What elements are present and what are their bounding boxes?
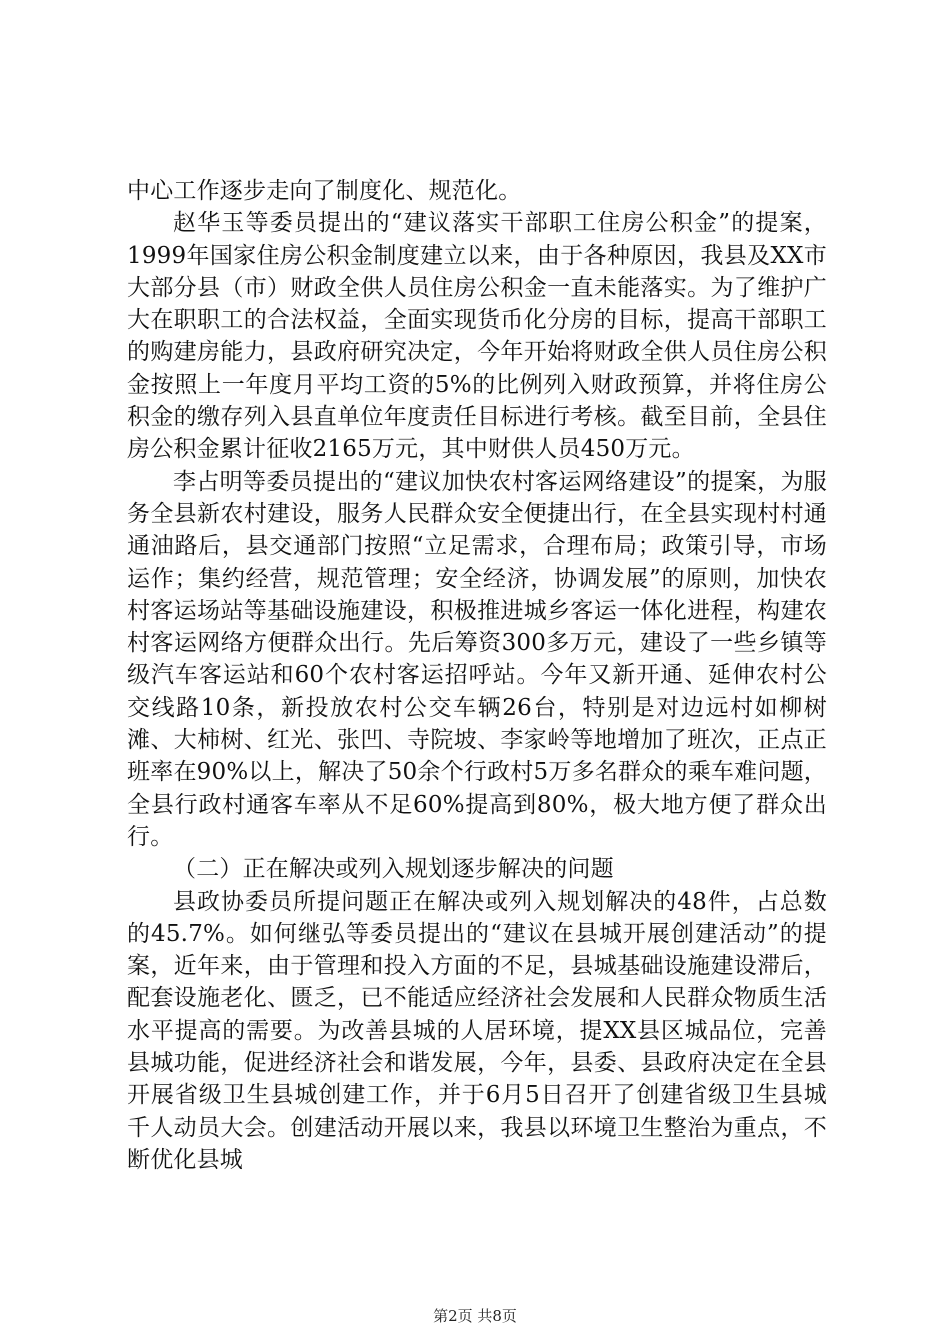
page-footer <box>0 1305 950 1326</box>
paragraph-rural-transport-proposal: 李占明等委员提出的“建议加快农村客运网络建设”的提案，为服务全县新农村建设，服务人民群众安全便捷出行，在全县实现村村通通油路后，县交通部门按照“立足需求，合理布局；政策引导，市场运作；集约经营，规范管理；安全经济，协调发展”的原则，加快农村客运场站等基础设施建设，积极推进城乡客运一体化进程，构建农村客运网络方便群众出行。先后筹资300多万元，建设了一些乡镇等级汽车客运站和60个农村客运招呼站。今年又新开通、延伸农村公交线路10条，新投放农村公交车辆26台，特别是对边远村如柳树滩、大柿树、红光、张凹、寺院坡、李家岭等地增加了班次，正点正班率在90%以上，解决了50余个行政村5万多名群众的乘车难问题，全县行政村通客车率从不足60%提高到80%，极大地方便了群众出行。 <box>127 468 827 850</box>
paragraph-in-progress-issues: 县政协委员所提问题正在解决或列入规划解决的48件，占总数的45.7%。如何继弘等委员提出的“建议在县城开展创建活动”的提案，近年来，由于管理和投入方面的不足，县城基础设施建设滞后，配套设施老化、匮乏，已不能适应经济社会发展和人民群众物质生活水平提高的需要。为改善县城的人居环境，提XX县区城品位，完善县城功能，促进经济社会和谐发展，今年，县委、县政府决定在全县开展省级卫生县城创建工作，并于6月5日召开了创建省级卫生县城千人动员大会。创建活动开展以来，我县以环境卫生整治为重点，不断优化县城 <box>127 888 827 1173</box>
document-body <box>127 175 827 1176</box>
section-heading: （二）正在解决或列入规划逐步解决的问题 <box>173 856 614 883</box>
page-number-label: 第2页 共8页 <box>433 1307 517 1325</box>
paragraph-continuation: 中心工作逐步走向了制度化、规范化。 <box>127 178 522 204</box>
paragraph-housing-fund-proposal: 赵华玉等委员提出的“建议落实干部职工住房公积金”的提案，1999年国家住房公积金制度建立以来，由于各种原因，我县及XX市大部分县（市）财政全供人员住房公积金一直未能落实。为了维护广大在职职工的合法权益，全面实现货币化分房的目标，提高干部职工的购建房能力，县政府研究决定，今年开始将财政全供人员住房公积金按照上一年度月平均工资的5%的比例列入财政预算，并将住房公积金的缴存列入县直单位年度责任目标进行考核。截至目前，全县住房公积金累计征收2165万元，其中财供人员450万元。 <box>127 210 827 463</box>
